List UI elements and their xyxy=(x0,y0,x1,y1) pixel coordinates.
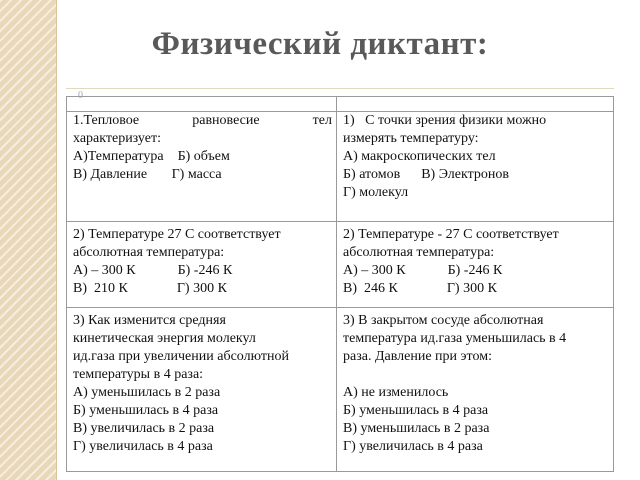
header-cell-right xyxy=(337,97,614,112)
table-row xyxy=(67,112,614,222)
question-text: 2) Температуре 27 С соответствует xyxy=(73,227,281,242)
question-text: температура ид.газа уменьшилась в 4 xyxy=(343,331,567,346)
question-cell-variant-1 xyxy=(67,308,337,472)
title-divider xyxy=(66,88,614,89)
answer-options: А)Температура Б) объем xyxy=(73,149,230,164)
answer-options: В) Давление Г) масса xyxy=(73,167,222,182)
blank-line xyxy=(343,366,609,384)
question-cell-variant-1 xyxy=(67,112,337,222)
table-header-row xyxy=(67,97,614,112)
question-text: 3) В закрытом сосуде абсолютная xyxy=(343,313,544,328)
question-text: абсолютная температура: xyxy=(73,245,225,260)
answer-option: А) не изменилось xyxy=(343,385,449,400)
question-cell-variant-2 xyxy=(337,308,614,472)
placeholder-mark: 0 xyxy=(78,90,83,101)
answer-options: А) – 300 К Б) -246 К xyxy=(73,263,233,278)
table-row xyxy=(67,222,614,308)
question-text: измерять температуру: xyxy=(343,131,479,146)
question-cell-variant-2 xyxy=(337,222,614,308)
answer-options: В) 246 К Г) 300 К xyxy=(343,281,497,296)
dictation-table xyxy=(66,96,614,472)
answer-option: Б) уменьшилась в 4 раза xyxy=(73,403,219,418)
question-cell-variant-2 xyxy=(337,112,614,222)
answer-options: Б) атомов В) Электронов xyxy=(343,167,509,182)
decorative-sidebar xyxy=(0,0,57,480)
answer-option: А) уменьшилась в 2 раза xyxy=(73,385,221,400)
header-cell-left xyxy=(67,97,337,112)
question-text: ид.газа при увеличении абсолютной xyxy=(73,349,289,364)
question-text: кинетическая энергия молекул xyxy=(73,331,256,346)
question-text: абсолютная температура: xyxy=(343,245,495,260)
question-text: температуры в 4 раза: xyxy=(73,367,204,382)
question-text: 3) Как изменится средняя xyxy=(73,313,226,328)
question-text: характеризует: xyxy=(73,131,161,146)
answer-option: А) макроскопических тел xyxy=(343,149,496,164)
answer-option: Г) увеличилась в 4 раза xyxy=(343,439,483,454)
answer-option: В) увеличилась в 2 раза xyxy=(73,421,215,436)
answer-options: В) 210 К Г) 300 К xyxy=(73,281,227,296)
question-cell-variant-1 xyxy=(67,222,337,308)
answer-options: А) – 300 К Б) -246 К xyxy=(343,263,503,278)
answer-option: Г) молекул xyxy=(343,185,409,200)
answer-option: Б) уменьшилась в 4 раза xyxy=(343,403,489,418)
question-text: 1) С точки зрения физики можно xyxy=(343,113,547,128)
table-row xyxy=(67,308,614,472)
question-text: раза. Давление при этом: xyxy=(343,349,492,364)
answer-option: В) уменьшилась в 2 раза xyxy=(343,421,490,436)
question-text: 2) Температуре - 27 С соответствует xyxy=(343,227,559,242)
page-title: Физический диктант: xyxy=(151,26,489,62)
answer-option: Г) увеличилась в 4 раза xyxy=(73,439,213,454)
question-text: 1.Тепловое равновесие тел xyxy=(73,113,332,128)
